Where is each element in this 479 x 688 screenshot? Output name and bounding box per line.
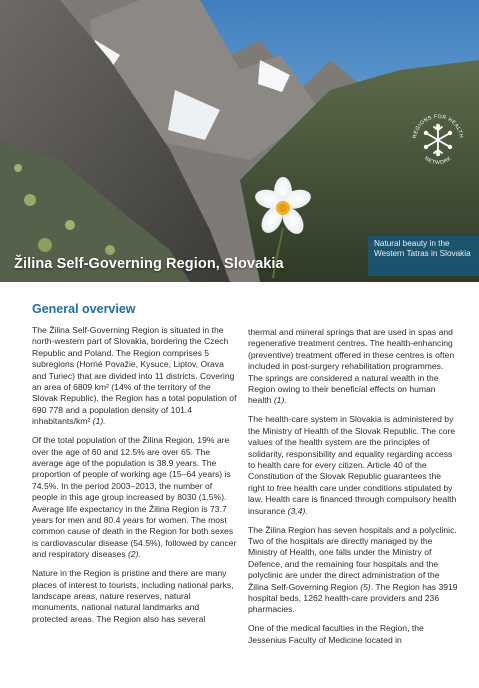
paragraph-text: The Žilina Region has seven hospitals and a polyclinic. Two of the hospitals are directly managed by the Ministry of Health, one falls under the Ministry of Defence, and the remaining four hospitals and the polyclinic are under the direct administration of the Žilina Self-Governing Region: [248, 524, 457, 592]
reference: (2).: [128, 549, 141, 560]
paragraph-text: Nature in the Region is pristine and there are many places of interest to tourists, including national parks, landscape areas, nature reserves, natural monuments, national natural landmarks and protected areas. The Region also has several: [32, 568, 234, 624]
paragraph: [32, 435, 237, 560]
paragraph-text: Of the total population of the Žilina Region, 19% are over the age of 60 and 12.5% are over 65. The average age of the population is 38.9 years. The proportion of people of working age (15–64 years) is 74.5%. In the period 2003–2013, the number of people in this age group increased by 8030 (1.5%). Average life expectancy in the Žilina Region is 73.7 years for men and 80.4 years for women. The most common cause of death in the Region for both sexes is cardiovascular disease (54.5%), followed by cancer and respiratory diseases: [32, 435, 237, 560]
paragraph-text: The Žilina Self-Governing Region is situated in the north-western part of Slovakia, bordering the Czech Republic and Poland. The Region comprises 5 subregions (Horné Považie, Kysuce, Liptov, Orava and Turiec) that are divided into 11 districts. Covering an area of 6809 km² (14% of the territory of the Slovak Republic), the Region has a total population of 690 778 and a population density of 101.4 inhabitants/km²: [32, 325, 237, 427]
paragraph-text: The health-care system in Slovakia is administered by the Ministry of Health of the Slovak Republic. The core values of the health system are the principles of solidarity, responsibility and equality regarding access to health care for every citizen. Article 40 of the Constitution of the Slovak Republic guarantees the right to free health care under conditions stipulated by law. Health care is financed through compulsory health insurance: [248, 414, 457, 516]
paragraph-text: thermal and mineral springs that are used in spas and regenerative treatment centres. The health-enhancing (preventive) treatment offered in these centres is often included in post-surgery rehabilitation programmes. The springs are considered a natural wealth in the Region owing to their beneficial effects on human health: [248, 327, 455, 406]
left-column: [32, 325, 237, 633]
logo-text-top: REGIONS FOR HEALTH: [412, 113, 464, 139]
paragraph: [32, 568, 237, 625]
paragraph: [248, 414, 458, 517]
reference: (1).: [273, 395, 287, 406]
snowflake-network-icon: [408, 96, 468, 184]
reference: (1).: [92, 416, 106, 427]
paragraph-text: One of the medical faculties in the Region, the Jessenius Faculty of Medicine located in: [248, 623, 424, 645]
reference: (3,4).: [287, 505, 308, 516]
hero-image: [0, 0, 479, 282]
paragraph: [248, 525, 458, 616]
regions-for-health-logo: [408, 96, 472, 186]
right-column: [248, 327, 458, 654]
photo-caption: Natural beauty in the Western Tatras in Slovakia: [368, 236, 479, 276]
page-title: Žilina Self-Governing Region, Slovakia: [14, 256, 284, 272]
section-heading: General overview: [32, 302, 136, 316]
paragraph: [248, 327, 458, 407]
paragraph: [248, 623, 458, 646]
paragraph: [32, 325, 237, 428]
reference: (5): [360, 581, 371, 592]
paragraph-text: . The Region has 3919 hospital beds, 1262 health-care providers and 236 pharmacies.: [248, 581, 458, 615]
svg-text:NETWORK: [423, 156, 453, 167]
logo-text-bottom: NETWORK: [423, 155, 453, 167]
